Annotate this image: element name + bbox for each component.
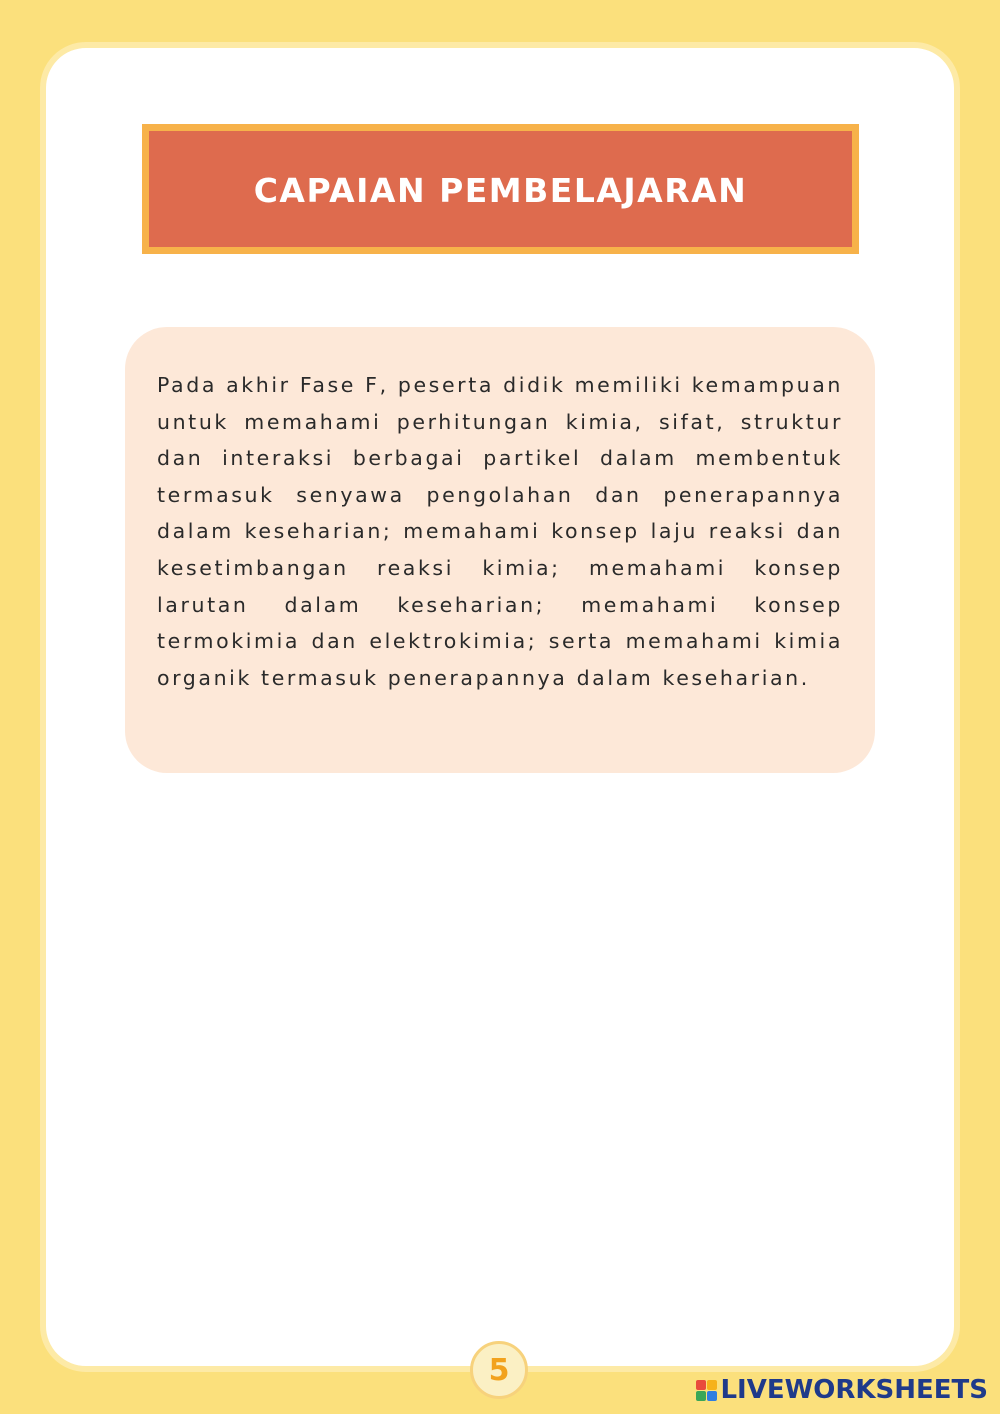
page-number: 5 <box>488 1352 510 1388</box>
page-number-badge <box>470 1341 528 1399</box>
liveworksheets-watermark <box>696 1374 988 1406</box>
learning-outcome-text: Pada akhir Fase F, peserta didik memiliki kemampuan untuk memahami perhitungan kimia, sifat, struktur dan interaksi berbagai partikel dalam membentuk termasuk senyawa pengolahan dan penerapannya dalam keseharian; memahami konsep laju reaksi dan kesetimbangan reaksi kimia; memahami konsep larutan dalam keseharian; memahami konsep termokimia dan elektrokimia; serta memahami kimia organik termasuk penerapannya dalam keseharian. <box>157 373 843 690</box>
content-box <box>125 327 875 773</box>
liveworksheets-logo-icon <box>696 1380 717 1401</box>
title-banner <box>142 124 859 254</box>
watermark-text: LIVEWORKSHEETS <box>720 1375 988 1405</box>
page-title: CAPAIAN PEMBELAJARAN <box>253 170 748 210</box>
